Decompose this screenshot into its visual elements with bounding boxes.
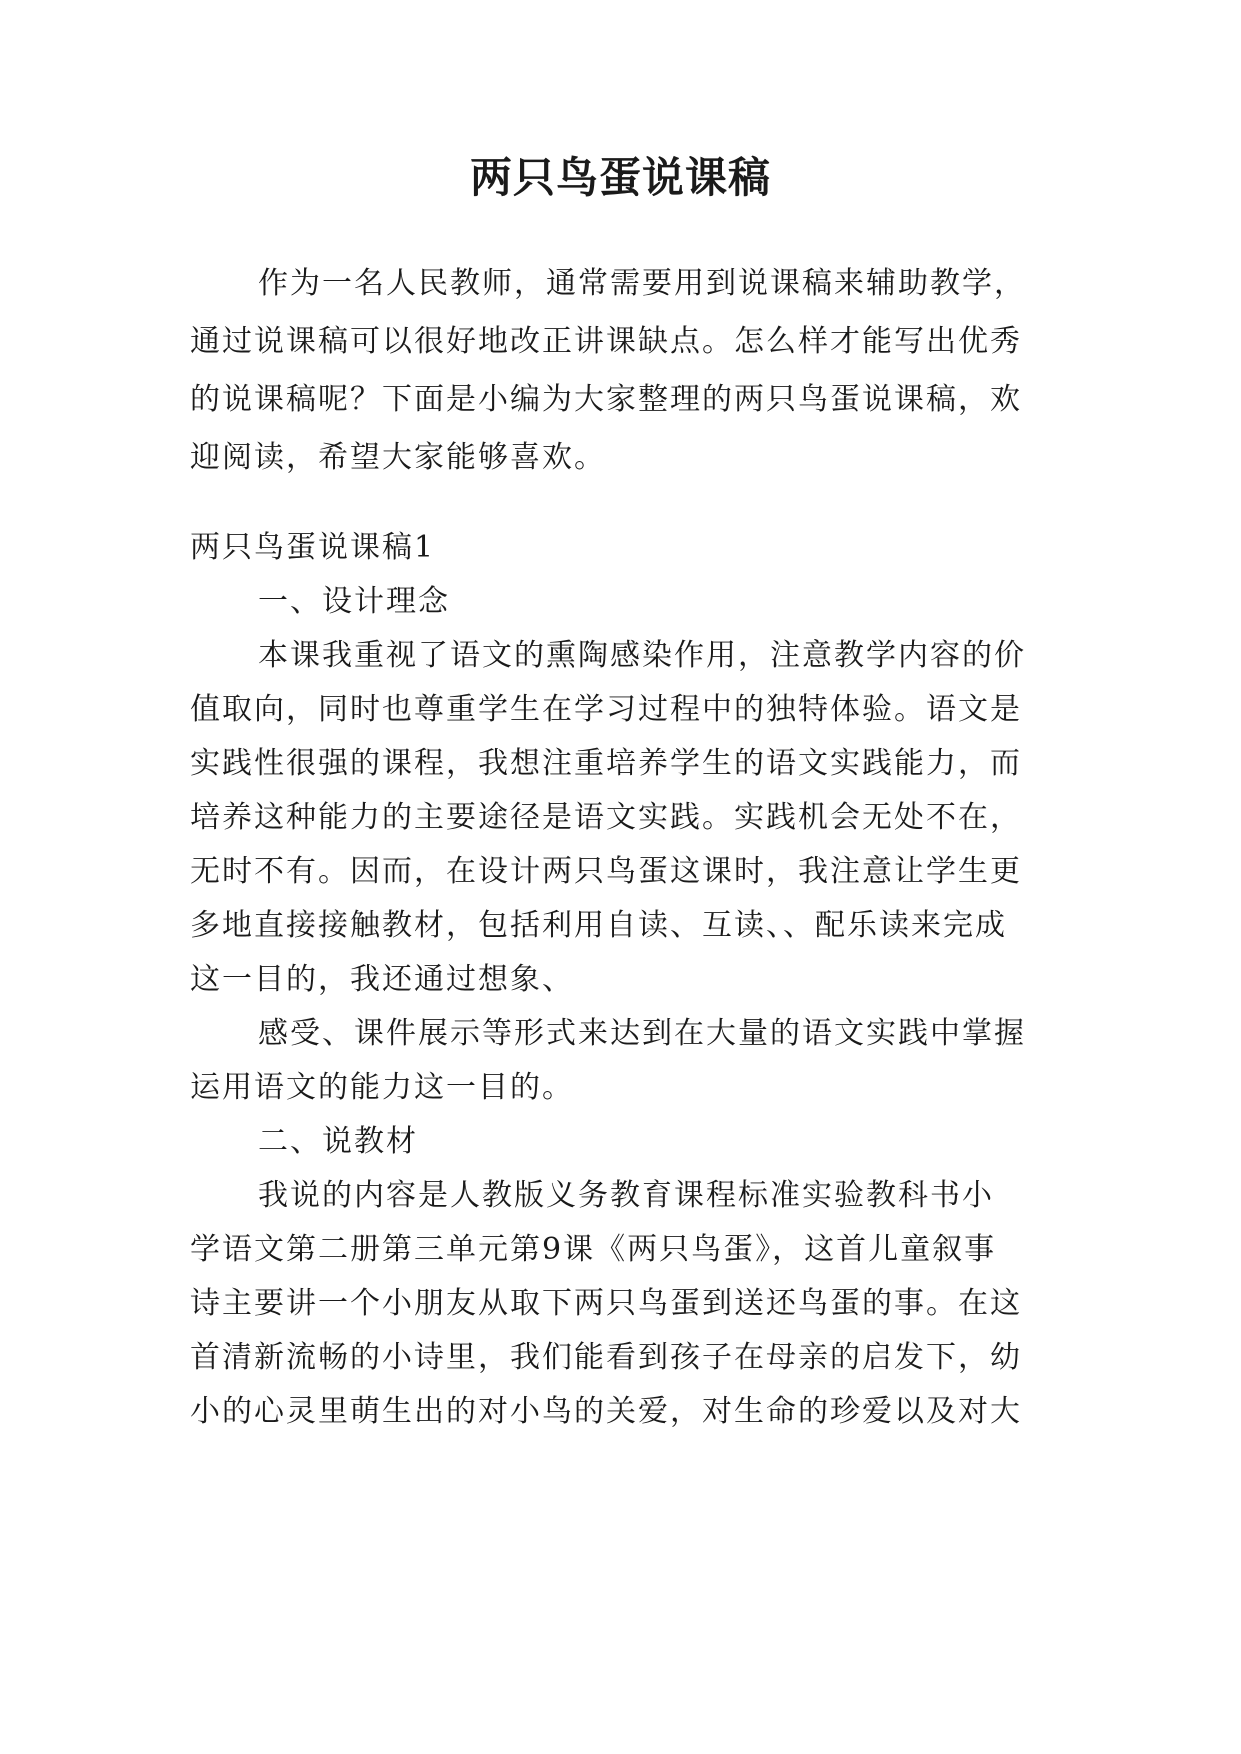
paragraph-line: 培养这种能力的主要途径是语文实践。实践机会无处不在， [190, 800, 1022, 835]
paragraph-line: 本课我重视了语文的熏陶感染作用，注意教学内容的价 [258, 638, 1026, 673]
paragraph-line: 运用语文的能力这一目的。 [190, 1070, 574, 1105]
heading-design-concept: 一、设计理念 [258, 584, 450, 619]
paragraph-line: 小的心灵里萌生出的对小鸟的关爱，对生命的珍爱以及对大 [190, 1394, 1022, 1429]
intro-line: 作为一名人民教师，通常需要用到说课稿来辅助教学， [258, 266, 1026, 301]
paragraph-line: 多地直接接触教材，包括利用自读、互读、、配乐读来完成 [190, 908, 1007, 943]
paragraph-line: 值取向，同时也尊重学生在学习过程中的独特体验。语文是 [190, 692, 1022, 727]
section-title: 两只鸟蛋说课稿1 [190, 530, 436, 565]
intro-line: 通过说课稿可以很好地改正讲课缺点。怎么样才能写出优秀 [190, 324, 1022, 359]
paragraph-line: 这一目的，我还通过想象、 [190, 962, 574, 997]
heading-textbook: 二、说教材 [258, 1124, 418, 1159]
paragraph-line: 感受、课件展示等形式来达到在大量的语文实践中掌握 [258, 1016, 1026, 1051]
document-title: 两只鸟蛋说课稿 [469, 153, 771, 202]
intro-line: 的说课稿呢？下面是小编为大家整理的两只鸟蛋说课稿，欢 [190, 382, 1022, 417]
paragraph-line: 学语文第二册第三单元第9课《两只鸟蛋》，这首儿童叙事 [190, 1232, 997, 1267]
paragraph-line: 诗主要讲一个小朋友从取下两只鸟蛋到送还鸟蛋的事。在这 [190, 1286, 1022, 1321]
paragraph-line: 首清新流畅的小诗里，我们能看到孩子在母亲的启发下，幼 [190, 1340, 1022, 1375]
paragraph-line: 实践性很强的课程，我想注重培养学生的语文实践能力，而 [190, 746, 1022, 781]
paragraph-line: 我说的内容是人教版义务教育课程标准实验教科书小 [258, 1178, 994, 1213]
intro-line: 迎阅读，希望大家能够喜欢。 [190, 440, 606, 475]
paragraph-line: 无时不有。因而，在设计两只鸟蛋这课时，我注意让学生更 [190, 854, 1022, 889]
